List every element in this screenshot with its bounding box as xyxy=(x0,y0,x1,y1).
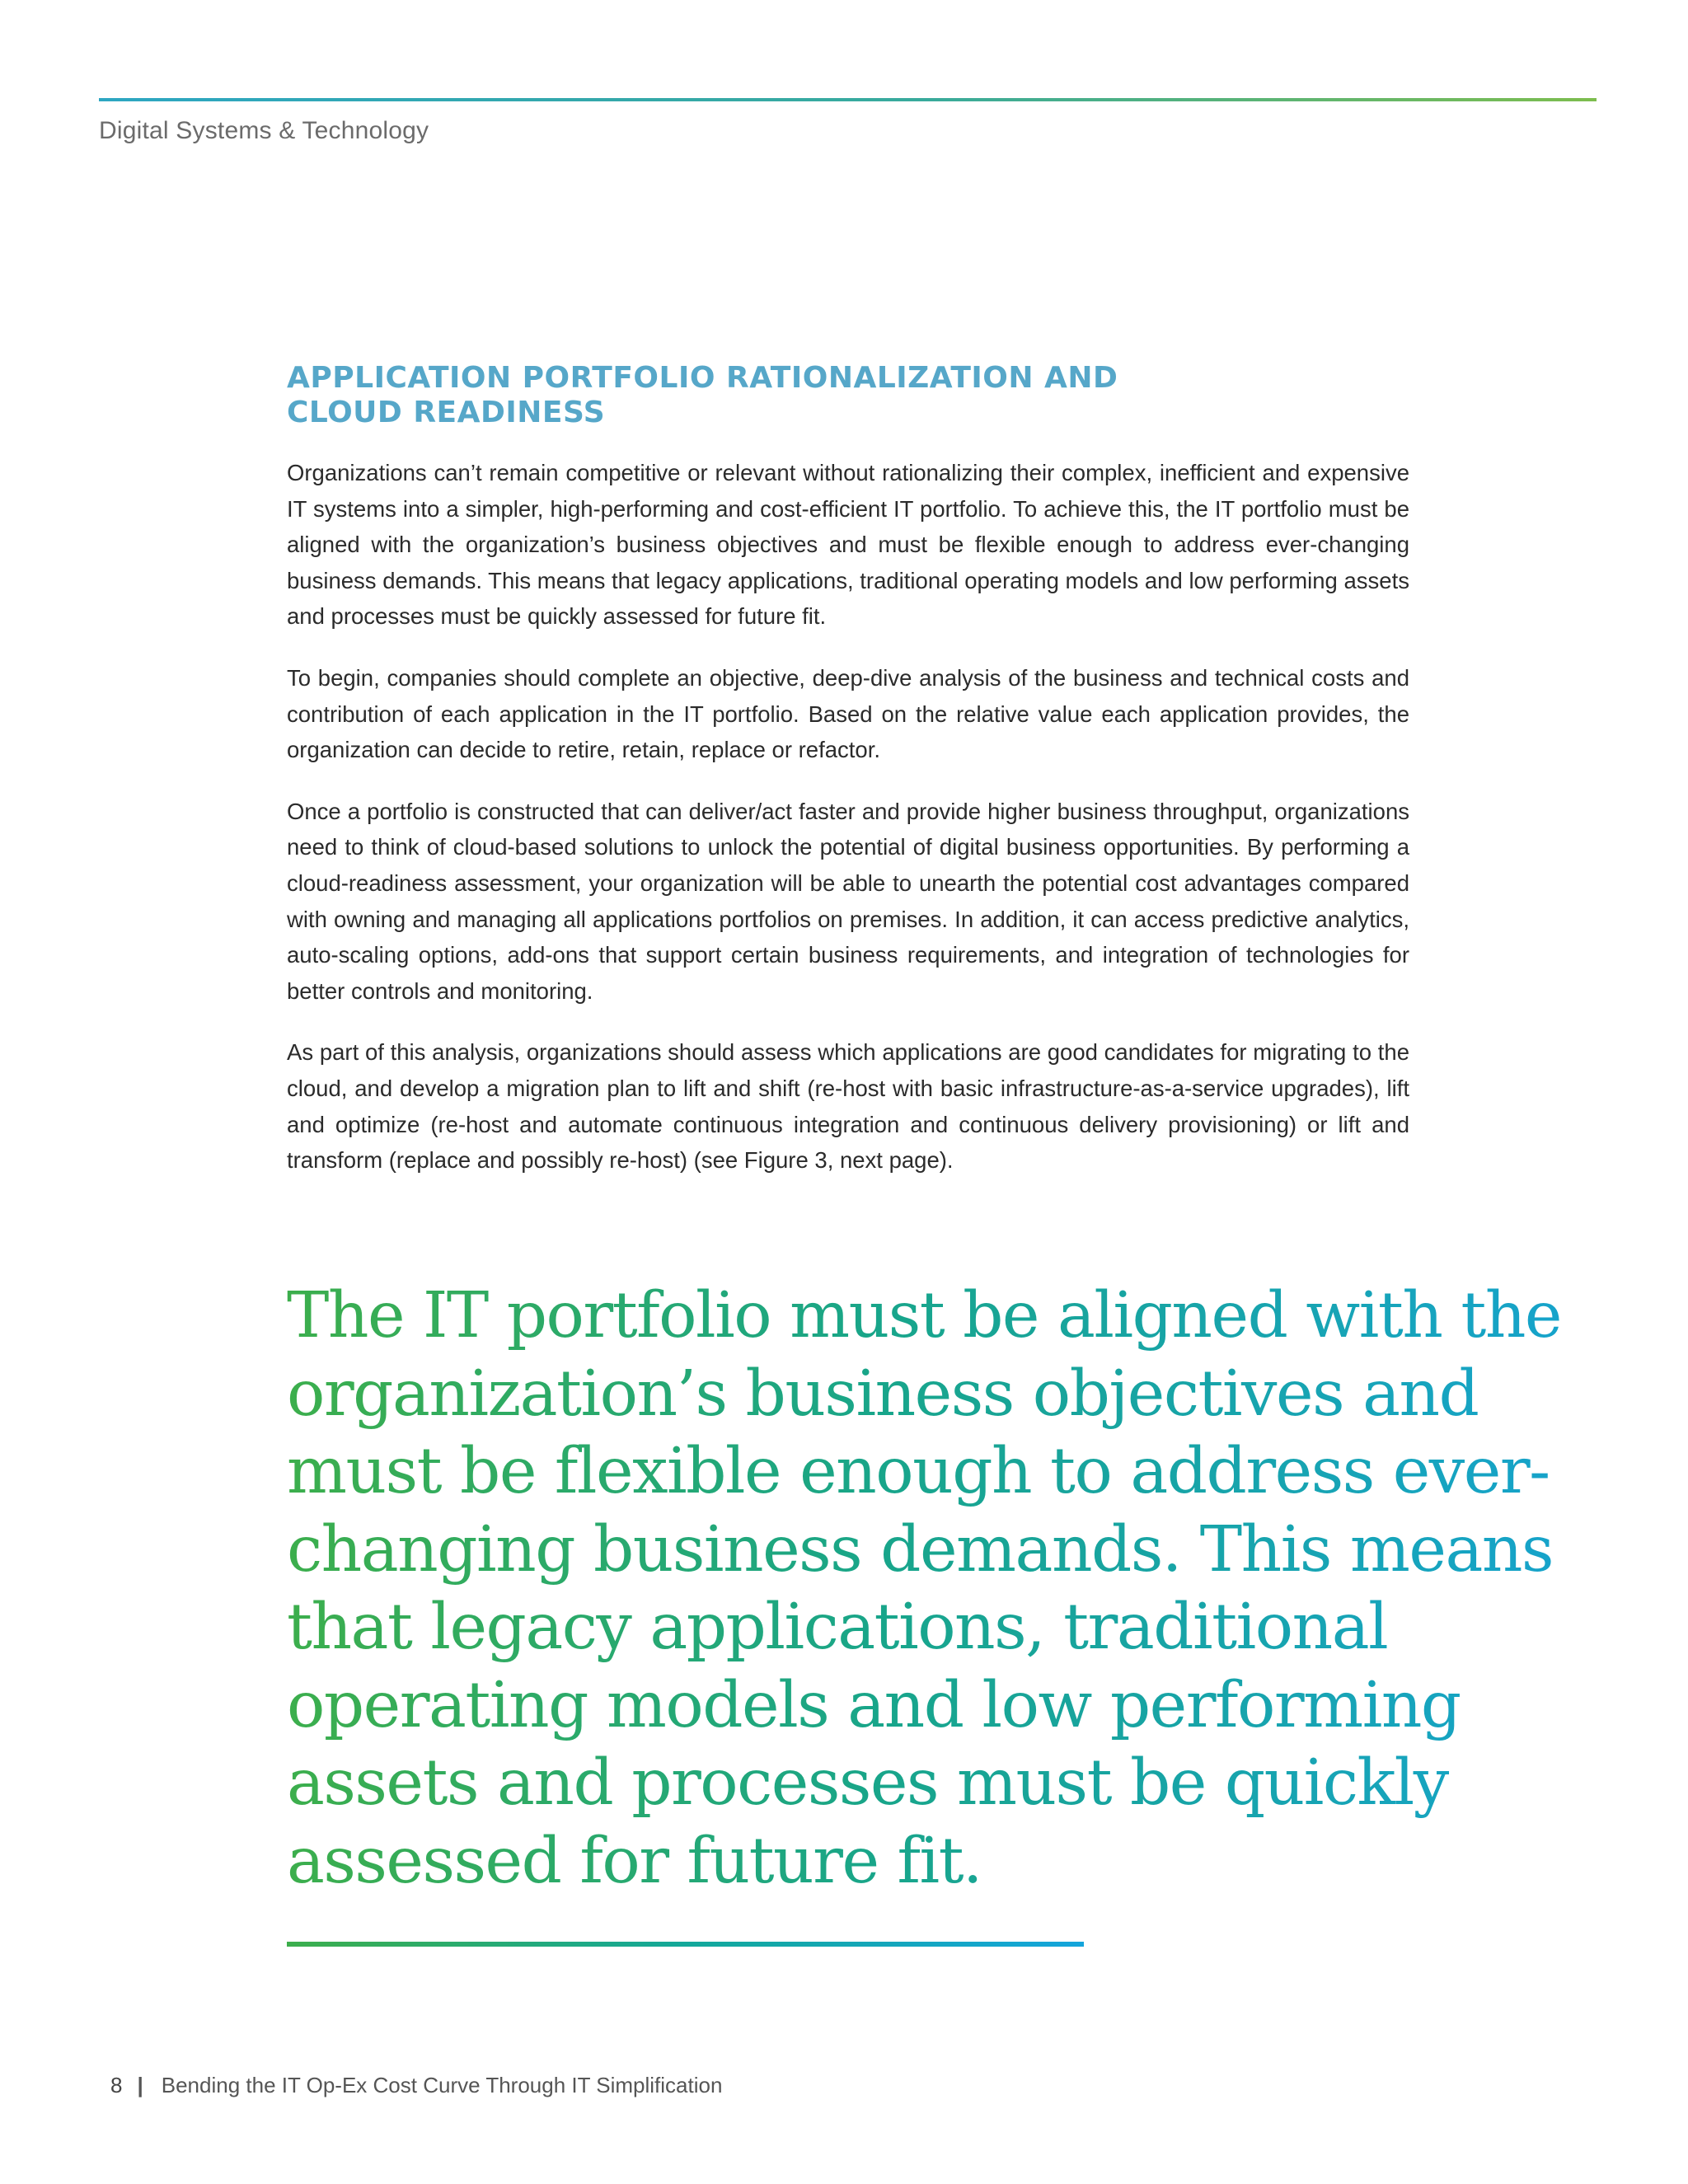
pull-quote xyxy=(287,1277,1606,1900)
pull-quote-line-7: assets and processes must be quickly xyxy=(287,1746,1448,1820)
running-header: Digital Systems & Technology xyxy=(99,117,429,144)
article-section xyxy=(287,361,1409,1204)
footer-separator: | xyxy=(137,2073,143,2097)
pull-quote-line-3: must be flexible enough to address ever- xyxy=(287,1435,1550,1508)
pull-quote-line-1: The IT portfolio must be aligned with the xyxy=(287,1279,1561,1352)
header-rule xyxy=(99,98,1597,101)
page-number: 8 xyxy=(110,2073,123,2097)
section-heading xyxy=(287,361,1193,430)
pull-quote-rule xyxy=(287,1942,1084,1947)
body-paragraph-1: Organizations can’t remain competitive or relevant without rationalizing their complex, inefficient and expensive IT systems into a simpler, high-performing and cost-efficient IT portfolio. To achieve this, the IT portfolio must be aligned with the organization’s business objectives and must be flexible enough to address ever-changing business demands. This means that legacy applications, traditional operating models and low performing assets and processes must be quickly assessed for future fit. xyxy=(287,460,1409,630)
section-heading-line-1: APPLICATION PORTFOLIO RATIONALIZATION AND xyxy=(287,361,1118,395)
pull-quote-line-4: changing business demands. This means xyxy=(287,1512,1553,1586)
page-footer xyxy=(110,2073,722,2098)
pull-quote-line-5: that legacy applications, traditional xyxy=(287,1591,1388,1664)
body-paragraph-3: Once a portfolio is constructed that can deliver/act faster and provide higher business throughput, organizations need to think of cloud-based solutions to unlock the potential of digital business opportunities. By performing a cloud-readiness assessment, your organization will be able to unearth the potential cost advantages compared with owning and managing all applications portfolios on premises. In addition, it can access predictive analytics, auto-scaling options, add-ons that support certain business requirements, and integration of technologies for better controls and monitoring. xyxy=(287,798,1409,1004)
pull-quote-line-2: organization’s business objectives and xyxy=(287,1357,1479,1431)
pull-quote-line-6: operating models and low performing xyxy=(287,1668,1461,1742)
pull-quote-line-8: assessed for future fit. xyxy=(287,1824,982,1898)
footer-document-title: Bending the IT Op-Ex Cost Curve Through IT Simplification xyxy=(161,2073,723,2097)
section-heading-line-2: CLOUD READINESS xyxy=(287,396,606,429)
body-paragraph-2: To begin, companies should complete an objective, deep-dive analysis of the business and technical costs and contribution of each application in the IT portfolio. Based on the relative value each application provides, the organization can decide to retire, retain, replace or refactor. xyxy=(287,664,1409,763)
body-paragraph-4: As part of this analysis, organizations should assess which applications are good candidates for migrating to the cloud, and develop a migration plan to lift and shift (re-host with basic infrastructure-as-a-service upgrades), lift and optimize (re-host and automate continuous integration and continuous delivery provisioning) or lift and transform (replace and possibly re-host) (see Figure 3, next page). xyxy=(287,1039,1409,1174)
